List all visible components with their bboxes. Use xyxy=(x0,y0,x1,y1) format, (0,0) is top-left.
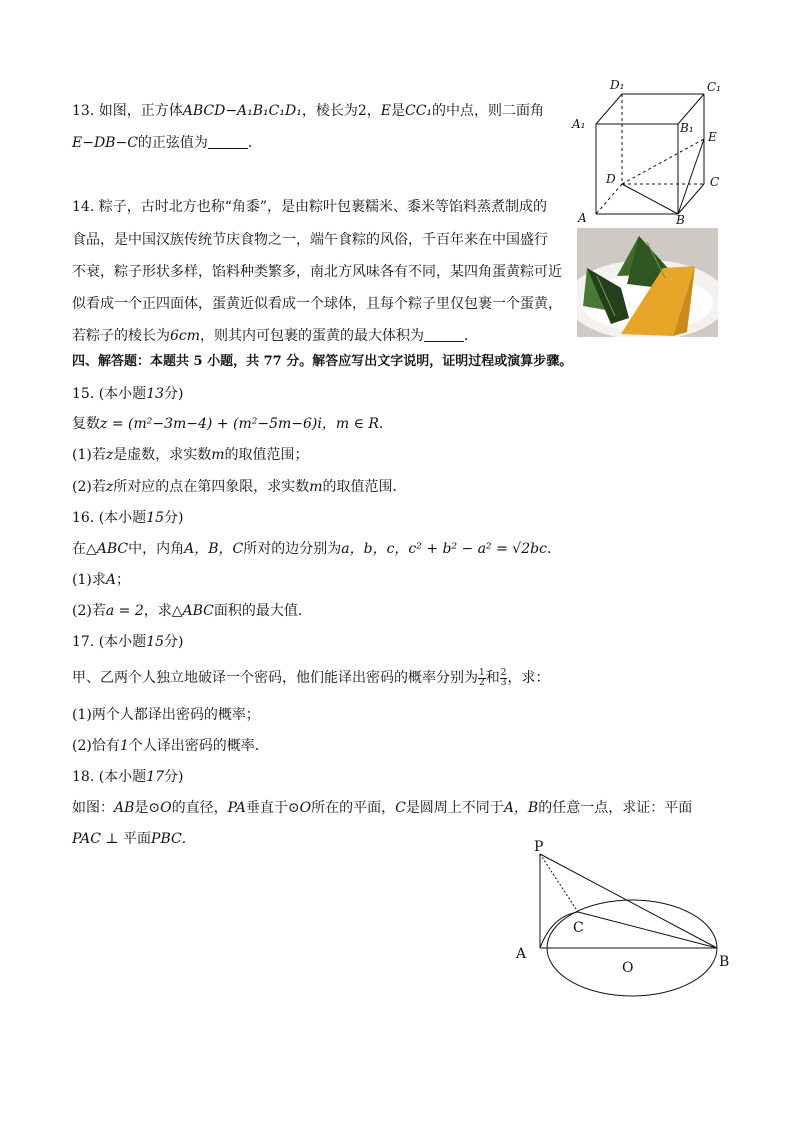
q18-text: ． xyxy=(181,831,196,847)
label-p: P xyxy=(534,840,544,855)
label-a: A xyxy=(516,946,527,962)
q15-text: ． xyxy=(378,416,393,432)
q15-var: z xyxy=(105,479,114,495)
q18-text: 平面 xyxy=(118,831,152,847)
label-d: D xyxy=(606,172,616,186)
q18-text: 如图： xyxy=(72,800,114,816)
q16-part1 xyxy=(72,570,130,590)
q15-var: z xyxy=(105,447,114,463)
zongzi-photo xyxy=(577,228,718,337)
q13-line2 xyxy=(72,133,262,153)
q18-text: 垂直于 xyxy=(245,800,288,816)
q13-text: 的正弦值为 xyxy=(137,135,208,151)
q16-triangle: △ABC xyxy=(171,603,214,619)
q14-line5 xyxy=(72,326,478,346)
q15-text: (2)若 xyxy=(72,479,106,495)
q18-head: 分) xyxy=(164,769,184,785)
answer-blank[interactable] xyxy=(208,134,248,149)
q18-score: 17 xyxy=(146,769,165,785)
q18-var: PBC xyxy=(151,831,182,847)
frac-num: 2 xyxy=(500,667,507,678)
q18-var: AB xyxy=(114,800,135,816)
q16-text: 在 xyxy=(72,541,86,557)
q14-edge-length: 6cm xyxy=(170,328,201,344)
q17-part2 xyxy=(72,736,269,756)
q16-text: 所对的边分别为 xyxy=(243,541,342,557)
label-b: B xyxy=(676,213,685,227)
q18-line2 xyxy=(72,829,196,849)
q15-head: 15. (本小题 xyxy=(72,386,147,402)
label-c: C xyxy=(710,175,720,189)
q16-var: a = 2 xyxy=(105,603,144,619)
q14-line4: 似看成一个正四面体，蛋黄近似看成一个球体，且每个粽子里仅包裹一个蛋黄， xyxy=(72,296,562,312)
q18-text: 的任意一点，求证：平面 xyxy=(538,800,693,816)
q16-text: (2)若 xyxy=(72,603,106,619)
label-b: B xyxy=(719,954,730,970)
q17-text: (2)恰有 xyxy=(72,738,120,754)
q18-head: 18. (本小题 xyxy=(72,769,147,785)
q15-formula: z = (m²−3m−4) + (m²−5m−6)i，m ∈ R xyxy=(100,416,379,432)
q15-text: 所对应的点在第四象限，求实数 xyxy=(113,479,310,495)
q17-stem xyxy=(72,668,549,688)
q16-text: 中，内角 xyxy=(128,541,185,557)
q15-stem xyxy=(72,414,393,434)
q18-text: 所在的平面， xyxy=(311,800,396,816)
section-4-header: 四、解答题：本题共 5 小题，共 77 分。解答应写出文字说明，证明过程或演算步骤。 xyxy=(72,354,573,369)
q15-text: 是虚数，求实数 xyxy=(113,447,212,463)
q18-var: ⊙O xyxy=(148,800,172,816)
q16-score: 15 xyxy=(146,510,165,526)
q16-text: 面积的最大值． xyxy=(213,603,312,619)
q17-text: 甲、乙两个人独立地破译一个密码，他们能译出密码的概率分别为 xyxy=(72,670,478,686)
q13-cube-name: ABCD−A₁B₁C₁D₁ xyxy=(182,103,302,119)
q15-text: 的取值范围． xyxy=(322,479,407,495)
q13-dihedral: E−DB−C xyxy=(72,135,138,151)
q16-text: ． xyxy=(546,541,561,557)
q14-text: ． xyxy=(464,328,479,344)
cube-figure xyxy=(566,76,726,228)
q13-point-e: E xyxy=(380,103,391,119)
label-c1: C₁ xyxy=(707,80,721,94)
q16-var: A xyxy=(105,572,116,588)
label-b1: B₁ xyxy=(680,121,694,135)
q16-part2 xyxy=(72,601,312,621)
q16-head: 16. (本小题 xyxy=(72,510,147,526)
circle-figure xyxy=(508,840,738,1005)
q16-header xyxy=(72,508,183,528)
q16-stem xyxy=(72,539,561,559)
q18-var: C xyxy=(395,800,406,816)
q17-head: 17. (本小题 xyxy=(72,634,147,650)
q13-edge: CC₁ xyxy=(404,103,433,119)
q15-head: 分) xyxy=(164,386,184,402)
q18-text: 的直径， xyxy=(171,800,228,816)
q16-triangle: △ABC xyxy=(86,541,129,557)
q17-part1: (1)两个人都译出密码的概率； xyxy=(72,707,260,723)
q16-formula: a，b，c，c² + b² − a² = √2bc xyxy=(341,541,547,557)
zongzi-image xyxy=(577,228,718,337)
label-a1: A₁ xyxy=(572,117,586,131)
q17-head: 分) xyxy=(164,634,184,650)
label-d1: D₁ xyxy=(610,78,625,92)
fraction-one-half xyxy=(478,669,486,688)
q18-var: A，B xyxy=(503,800,539,816)
q17-text: 和 xyxy=(485,670,500,686)
label-o: O xyxy=(622,960,634,976)
q15-score: 13 xyxy=(146,386,165,402)
q18-text: 是 xyxy=(134,800,149,816)
q18-var: PAC ⊥ xyxy=(72,831,119,847)
frac-den: 2 xyxy=(479,677,485,688)
q16-text: ； xyxy=(115,572,130,588)
q14-text: ，则其内可包裹的蛋黄的最大体积为 xyxy=(200,328,425,344)
q17-text: 个人译出密码的概率． xyxy=(128,738,269,754)
frac-num: 1 xyxy=(479,667,485,678)
q14-text: 若粽子的棱长为 xyxy=(72,328,170,344)
frac-den: 3 xyxy=(500,677,507,688)
q15-part2 xyxy=(72,477,407,497)
q15-text: 的取值范围； xyxy=(224,447,309,463)
q15-header xyxy=(72,384,183,404)
q16-angles: A，B，C xyxy=(184,541,244,557)
q16-text: (1)求 xyxy=(72,572,106,588)
q18-var: PA xyxy=(227,800,246,816)
q14-line3: 不衰，粽子形状多样，馅料种类繁多，南北方风味各有不同，某四角蛋黄粽可近 xyxy=(72,264,562,280)
q13-text: 的中点，则二面角 xyxy=(432,103,545,119)
q15-text: (1)若 xyxy=(72,447,106,463)
q17-num: 1 xyxy=(119,738,129,754)
label-e: E xyxy=(708,130,717,144)
q13-text: ，棱长为2， xyxy=(301,103,381,119)
q14-line1: 14. 粽子，古时北方也称“角黍”，是由粽叶包裹糯米、黍米等馅料蒸煮制成的 xyxy=(72,199,548,215)
q13-text: 是 xyxy=(390,103,405,119)
q14-line2: 食品，是中国汉族传统节庆食物之一，端午食粽的风俗，千百年来在中国盛行 xyxy=(72,232,548,248)
label-c: C xyxy=(573,920,584,936)
q15-part1 xyxy=(72,445,309,465)
q15-var: m xyxy=(211,447,225,463)
answer-blank[interactable] xyxy=(424,327,464,342)
q17-text: ，求： xyxy=(507,670,550,686)
q15-var: m xyxy=(309,479,323,495)
q18-line1 xyxy=(72,798,692,818)
q17-header xyxy=(72,632,183,652)
q18-header xyxy=(72,767,183,787)
q13-text: ． xyxy=(247,135,262,151)
q15-text: 复数 xyxy=(72,416,100,432)
q16-head: 分) xyxy=(164,510,184,526)
q18-text: 是圆周上不同于 xyxy=(405,800,504,816)
q18-var: ⊙O xyxy=(287,800,312,816)
q16-text: ，求 xyxy=(143,603,172,619)
q13-line1 xyxy=(72,101,544,121)
label-a: A xyxy=(578,211,587,225)
q17-score: 15 xyxy=(146,634,165,650)
q13-text: 13. 如图，正方体 xyxy=(72,103,183,119)
